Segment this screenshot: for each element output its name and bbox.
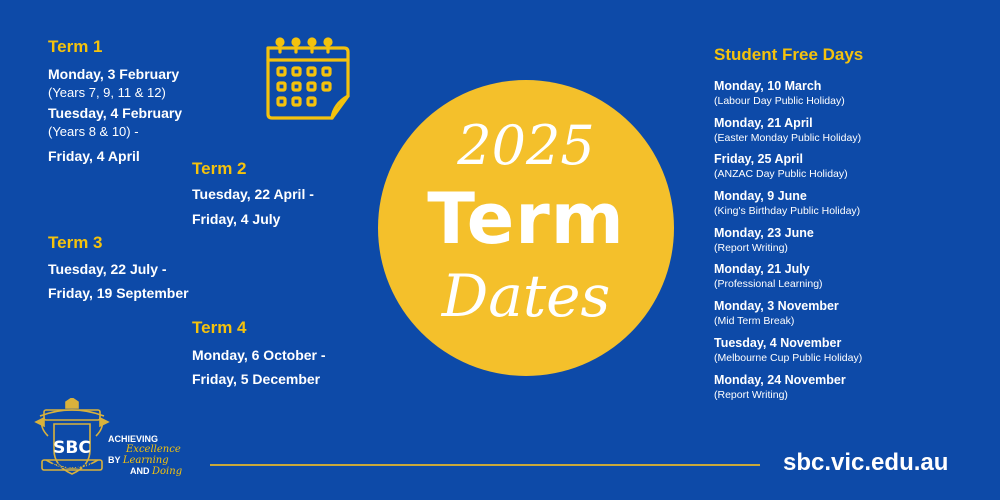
term-1-start-note: (Years 7, 9, 11 & 12)	[48, 85, 166, 100]
term-2-end-date: Friday, 4 July	[192, 211, 281, 227]
free-day-date: Friday, 25 April	[714, 152, 803, 167]
free-day-date: Monday, 23 June	[714, 225, 814, 240]
free-day-date: Monday, 3 November	[714, 299, 839, 314]
term-1-title: Term 1	[48, 37, 103, 56]
term-3-title: Term 3	[48, 233, 103, 252]
free-day-date: Monday, 10 March	[714, 79, 822, 93]
title-dates: Dates	[441, 262, 611, 330]
logo-ribbon-text: ESSENDON	[52, 462, 92, 470]
free-day-date: Monday, 21 July	[714, 262, 810, 277]
motto-by: BY	[108, 455, 121, 465]
list-item	[714, 261, 974, 298]
list-item	[714, 225, 974, 262]
free-day-reason: (Labour Day Public Holiday)	[714, 95, 845, 107]
free-day-reason: (Report Writing)	[714, 388, 788, 401]
student-free-days-list	[714, 78, 974, 408]
free-day-date: Monday, 21 April	[714, 115, 813, 130]
title-term: Term	[427, 178, 625, 260]
free-day-reason: (ANZAC Day Public Holiday)	[714, 168, 848, 181]
term-1-second-date: Tuesday, 4 February	[48, 105, 183, 121]
footer-divider	[210, 464, 760, 466]
motto-learning: Learning	[122, 455, 169, 466]
calendar-icon	[262, 34, 354, 124]
free-day-date: Tuesday, 4 November	[714, 335, 842, 350]
motto-excellence: Excellence	[126, 444, 181, 455]
list-item	[714, 298, 974, 335]
list-item	[714, 151, 974, 188]
list-item	[714, 115, 974, 152]
term-1-end-date: Friday, 4 April	[48, 148, 140, 164]
term-4-title: Term 4	[192, 318, 247, 337]
motto-and: AND	[130, 466, 150, 476]
term-4-start-date: Monday, 6 October -	[192, 347, 326, 363]
motto-achieving: ACHIEVING	[108, 434, 159, 444]
list-item	[714, 188, 974, 225]
term-2-start-date: Tuesday, 22 April -	[192, 186, 314, 202]
term-3-end-date: Friday, 19 September	[48, 285, 189, 301]
motto-doing: Doing	[152, 466, 183, 477]
list-item	[714, 372, 974, 409]
free-day-reason: (Melbourne Cup Public Holiday)	[714, 351, 863, 364]
term-3-start-date: Tuesday, 22 July -	[48, 261, 167, 277]
free-day-reason: (Easter Monday Public Holiday)	[714, 131, 862, 144]
free-day-date: Monday, 24 November	[714, 372, 846, 387]
list-item	[714, 78, 974, 115]
list-item	[714, 335, 974, 372]
term-2-title: Term 2	[192, 159, 247, 178]
free-day-reason: (King's Birthday Public Holiday)	[714, 205, 861, 218]
free-day-reason: (Report Writing)	[714, 241, 788, 254]
school-motto	[108, 434, 182, 477]
website-link[interactable]: sbc.vic.edu.au	[783, 449, 949, 476]
title-year: 2025	[457, 114, 595, 177]
student-free-days-title: Student Free Days	[714, 45, 864, 64]
term-4-end-date: Friday, 5 December	[192, 371, 321, 387]
term-1-second-note: (Years 8 & 10) -	[48, 124, 139, 139]
free-day-reason: (Professional Learning)	[714, 278, 823, 291]
free-day-reason: (Mid Term Break)	[714, 315, 795, 328]
free-day-date: Monday, 9 June	[714, 189, 807, 204]
term-1-start-date: Monday, 3 February	[48, 66, 180, 82]
logo-initials: SBC	[53, 438, 91, 458]
